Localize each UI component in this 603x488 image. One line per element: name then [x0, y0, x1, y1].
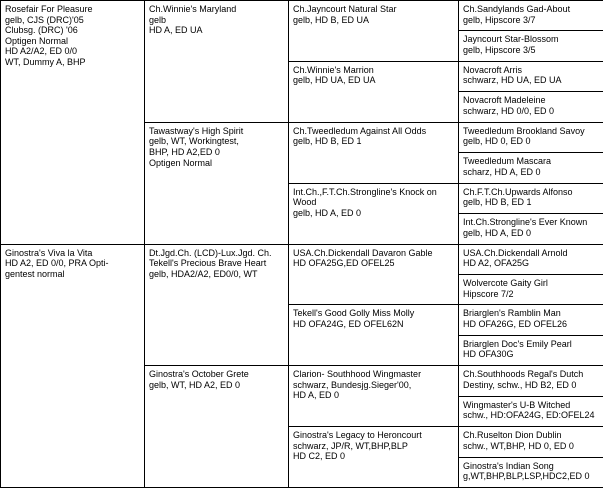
- dog-detail: schwarz, HD 0/0, ED 0: [463, 105, 555, 116]
- dog-detail: Hipscore 7/2: [463, 288, 514, 299]
- dog-cell-gen3-2: [289, 122, 459, 183]
- dog-cell-gen4-6: [459, 183, 603, 213]
- dog-cell-gen2-0: [145, 1, 289, 123]
- dog-name: Int.Ch.,F.T.Ch.Strongline's Knock on Wood: [293, 186, 437, 208]
- dog-cell-gen3-1: [289, 61, 459, 122]
- dog-name: Clarion- Southhood Wingmaster: [293, 369, 422, 380]
- dog-cell-gen4-12: [459, 366, 603, 396]
- dog-name: Ch.Sandylands Gad-About: [463, 4, 571, 14]
- dog-name: USA.Ch.Dickendall Davaron Gable: [293, 247, 433, 258]
- dog-detail: Optigen Normal: [149, 157, 213, 168]
- dog-detail: HD OFA25G,ED OFEL25: [293, 258, 395, 269]
- dog-detail: HD A2/A2, ED 0/0: [5, 46, 78, 57]
- dog-name: Novacroft Arris: [463, 64, 523, 75]
- dog-cell-gen4-0: [459, 1, 603, 31]
- dog-cell-gen4-5: [459, 153, 603, 183]
- dog-cell-gen3-3: [289, 183, 459, 244]
- dog-detail: gelb, Hipscore 3/5: [463, 45, 536, 56]
- dog-name: Dt.Jgd.Ch. (LCD)-Lux.Jgd. Ch.: [149, 247, 272, 258]
- dog-detail: gelb, CJS (DRC)'05: [5, 14, 84, 25]
- dog-cell-gen4-15: [459, 457, 603, 487]
- dog-detail: gelb, HD UA, ED UA: [293, 75, 376, 86]
- dog-cell-gen4-13: [459, 396, 603, 426]
- dog-cell-gen3-0: [289, 1, 459, 62]
- dog-detail: gelb, WT, Workingtest,: [149, 136, 239, 147]
- dog-detail: HD A, ED 0: [293, 390, 340, 401]
- dog-name: Briarglen's Ramblin Man: [463, 308, 561, 319]
- dog-detail: HD OFA26G, ED OFEL26: [463, 318, 568, 329]
- dog-cell-gen4-2: [459, 61, 603, 91]
- dog-name: Ginostra's Viva la Vita: [5, 247, 93, 258]
- dog-detail: gelb: [149, 14, 167, 25]
- dog-detail: HD OFA24G, ED OFEL62N: [293, 318, 404, 329]
- dog-detail: HD A2, OFA25G: [463, 258, 530, 269]
- dog-detail: gelb, HD B, ED 1: [463, 197, 532, 208]
- dog-detail: scharz, HD A, ED 0: [463, 166, 541, 177]
- dog-detail: gelb, HD 0, ED 0: [463, 136, 531, 147]
- dog-name: Ch.Ruselton Dion Dublin: [463, 430, 562, 441]
- dog-name: USA.Ch.Dickendall Arnold: [463, 247, 568, 258]
- dog-detail: Tekell's Precious Brave Heart: [149, 258, 267, 269]
- dog-name: Wolvercote Gaity Girl: [463, 277, 548, 288]
- dog-cell-gen3-6: [289, 366, 459, 427]
- dog-detail: gelb, HD A, ED 0: [463, 227, 532, 238]
- dog-cell-gen4-1: [459, 31, 603, 61]
- dog-name: Ginostra's Legacy to Heroncourt: [293, 430, 422, 441]
- dog-detail: schw., HD:OFA24G, ED:OFEL24: [463, 410, 595, 421]
- dog-name: Briarglen Doc's Emily Pearl: [463, 338, 572, 349]
- dog-detail: HD C2, ED 0: [293, 451, 346, 462]
- dog-cell-gen4-8: [459, 244, 603, 274]
- dog-name: Ginostra's Indian Song: [463, 460, 554, 471]
- dog-cell-gen3-7: [289, 427, 459, 488]
- dog-cell-gen4-4: [459, 122, 603, 152]
- dog-cell-gen2-3: [145, 366, 289, 488]
- dog-detail: schwarz, HD UA, ED UA: [463, 75, 562, 86]
- dog-detail: Destiny, schw., HD B2, ED 0: [463, 379, 577, 390]
- dog-name: Novacroft Madeleine: [463, 95, 546, 106]
- dog-detail: gelb, HDA2/A2, ED0/0, WT: [149, 268, 258, 279]
- dog-detail: WT, Dummy A, BHP: [5, 57, 86, 68]
- dog-name: Jayncourt Star-Blossom: [463, 34, 559, 45]
- dog-cell-gen3-4: [289, 244, 459, 305]
- dog-cell-gen1-0: [1, 1, 145, 245]
- dog-detail: gelb, HD B, ED 1: [293, 136, 362, 147]
- dog-detail: gelb, WT, HD A2, ED 0: [149, 379, 241, 390]
- dog-name: Tekell's Good Golly Miss Molly: [293, 308, 415, 319]
- dog-name: Ginostra's October Grete: [149, 369, 249, 380]
- dog-name: Ch.Tweedledum Against All Odds: [293, 125, 427, 136]
- dog-cell-gen2-2: [145, 244, 289, 366]
- dog-name: Ch.Jayncourt Natural Star: [293, 4, 397, 14]
- dog-name: Tawastway's High Spirit: [149, 125, 244, 136]
- dog-name: Ch.F.T.Ch.Upwards Alfonso: [463, 186, 573, 197]
- dog-cell-gen4-11: [459, 335, 603, 365]
- dog-detail: g,WT,BHP,BLP,LSP,HDC2,ED 0: [463, 471, 590, 482]
- dog-cell-gen4-9: [459, 274, 603, 304]
- dog-name: Int.Ch.Strongline's Ever Known: [463, 217, 588, 228]
- dog-name: Ch.Southhoods Regal's Dutch: [463, 369, 584, 380]
- dog-detail: BHP, HD A2,ED 0: [149, 146, 220, 157]
- dog-cell-gen4-10: [459, 305, 603, 335]
- dog-cell-gen1-1: [1, 244, 145, 488]
- dog-cell-gen2-1: [145, 122, 289, 244]
- dog-detail: Optigen Normal: [5, 35, 69, 46]
- dog-cell-gen4-14: [459, 427, 603, 457]
- dog-name: Wingmaster's U-B Witched: [463, 399, 571, 410]
- table-row: [1, 1, 603, 31]
- dog-name: Rosefair For Pleasure: [5, 4, 93, 14]
- dog-detail: Clubsg. (DRC) '06: [5, 25, 78, 36]
- table-row: [1, 244, 603, 274]
- dog-detail: schw., WT,BHP, HD 0, ED 0: [463, 440, 574, 451]
- dog-detail: gentest normal: [5, 268, 65, 279]
- dog-name: Tweedledum Mascara: [463, 156, 552, 167]
- dog-detail: HD A, ED UA: [149, 25, 203, 36]
- dog-detail: gelb, Hipscore 3/7: [463, 14, 536, 25]
- dog-detail: HD A2, ED 0/0, PRA Opti-: [5, 258, 109, 269]
- dog-detail: HD OFA30G: [463, 349, 514, 360]
- dog-detail: schwarz, JP/R, WT,BHP,BLP: [293, 440, 408, 451]
- dog-name: Ch.Winnie's Maryland: [149, 4, 237, 14]
- dog-name: Ch.Winnie's Marrion: [293, 64, 374, 75]
- dog-cell-gen4-7: [459, 214, 603, 244]
- dog-detail: gelb, HD A, ED 0: [293, 207, 362, 218]
- dog-detail: gelb, HD B, ED UA: [293, 14, 370, 25]
- dog-detail: schwarz, Bundesjg.Sieger'00,: [293, 379, 412, 390]
- dog-cell-gen3-5: [289, 305, 459, 366]
- dog-cell-gen4-3: [459, 92, 603, 122]
- dog-name: Tweedledum Brookland Savoy: [463, 125, 585, 136]
